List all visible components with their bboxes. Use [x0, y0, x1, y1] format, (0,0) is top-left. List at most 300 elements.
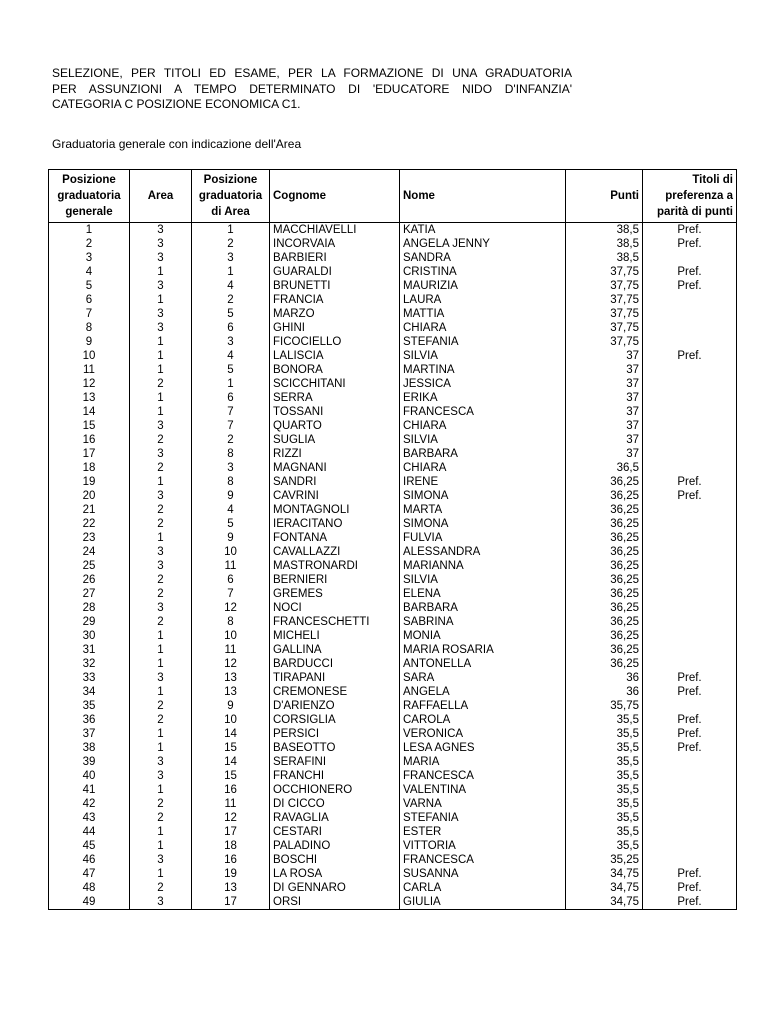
- cell-posizione-area: 1: [192, 265, 270, 279]
- cell-posizione-generale: 40: [49, 769, 130, 783]
- cell-posizione-generale: 23: [49, 531, 130, 545]
- cell-punti: 37: [566, 377, 643, 391]
- cell-titoli-preferenza: [643, 615, 737, 629]
- cell-punti: 36: [566, 671, 643, 685]
- cell-posizione-area: 15: [192, 741, 270, 755]
- cell-punti: 36,25: [566, 517, 643, 531]
- cell-titoli-preferenza: Pref.: [643, 223, 737, 238]
- cell-posizione-generale: 47: [49, 867, 130, 881]
- cell-nome: CAROLA: [400, 713, 566, 727]
- cell-cognome: FONTANA: [270, 531, 400, 545]
- cell-area: 1: [130, 741, 192, 755]
- cell-nome: VERONICA: [400, 727, 566, 741]
- table-row: [49, 573, 737, 587]
- cell-punti: 37: [566, 405, 643, 419]
- cell-titoli-preferenza: Pref.: [643, 349, 737, 363]
- cell-titoli-preferenza: Pref.: [643, 895, 737, 910]
- cell-punti: 37: [566, 391, 643, 405]
- cell-posizione-generale: 18: [49, 461, 130, 475]
- table-row: [49, 461, 737, 475]
- cell-punti: 36,25: [566, 657, 643, 671]
- cell-titoli-preferenza: [643, 335, 737, 349]
- cell-titoli-preferenza: [643, 433, 737, 447]
- cell-nome: ANGELA JENNY: [400, 237, 566, 251]
- cell-posizione-generale: 46: [49, 853, 130, 867]
- table-row: [49, 685, 737, 699]
- cell-cognome: SUGLIA: [270, 433, 400, 447]
- cell-area: 1: [130, 391, 192, 405]
- cell-titoli-preferenza: [643, 657, 737, 671]
- cell-cognome: OCCHIONERO: [270, 783, 400, 797]
- table-row: [49, 517, 737, 531]
- cell-cognome: RIZZI: [270, 447, 400, 461]
- cell-punti: 35,5: [566, 727, 643, 741]
- cell-cognome: FRANCHI: [270, 769, 400, 783]
- table-row: [49, 349, 737, 363]
- cell-nome: GIULIA: [400, 895, 566, 910]
- header-line: Titoli di: [692, 174, 733, 186]
- cell-area: 1: [130, 335, 192, 349]
- table-row: [49, 503, 737, 517]
- table-row: [49, 741, 737, 755]
- cell-titoli-preferenza: [643, 545, 737, 559]
- cell-posizione-area: 7: [192, 405, 270, 419]
- cell-titoli-preferenza: [643, 321, 737, 335]
- header-line: Posizione: [62, 174, 116, 186]
- cell-cognome: CAVRINI: [270, 489, 400, 503]
- table-row: [49, 895, 737, 910]
- cell-area: 2: [130, 461, 192, 475]
- cell-punti: 37: [566, 349, 643, 363]
- cell-cognome: TOSSANI: [270, 405, 400, 419]
- cell-nome: CHIARA: [400, 461, 566, 475]
- cell-posizione-generale: 10: [49, 349, 130, 363]
- cell-nome: CHIARA: [400, 419, 566, 433]
- cell-posizione-generale: 42: [49, 797, 130, 811]
- table-row: [49, 279, 737, 293]
- cell-nome: MARIA ROSARIA: [400, 643, 566, 657]
- table-row: [49, 615, 737, 629]
- cell-nome: SILVIA: [400, 573, 566, 587]
- cell-punti: 36,25: [566, 629, 643, 643]
- cell-titoli-preferenza: [643, 419, 737, 433]
- cell-area: 2: [130, 615, 192, 629]
- cell-punti: 34,75: [566, 881, 643, 895]
- cell-posizione-area: 12: [192, 657, 270, 671]
- cell-posizione-area: 8: [192, 475, 270, 489]
- cell-posizione-generale: 45: [49, 839, 130, 853]
- cell-cognome: MAGNANI: [270, 461, 400, 475]
- table-row: [49, 657, 737, 671]
- cell-cognome: GUARALDI: [270, 265, 400, 279]
- cell-posizione-area: 12: [192, 811, 270, 825]
- cell-posizione-area: 15: [192, 769, 270, 783]
- cell-punti: 37,75: [566, 321, 643, 335]
- cell-punti: 37: [566, 433, 643, 447]
- cell-cognome: SCICCHITANI: [270, 377, 400, 391]
- table-row: [49, 853, 737, 867]
- cell-punti: 35,75: [566, 699, 643, 713]
- cell-titoli-preferenza: [643, 643, 737, 657]
- cell-cognome: ORSI: [270, 895, 400, 910]
- cell-nome: JESSICA: [400, 377, 566, 391]
- table-row: [49, 251, 737, 265]
- cell-area: 3: [130, 419, 192, 433]
- cell-punti: 38,5: [566, 237, 643, 251]
- cell-area: 3: [130, 671, 192, 685]
- cell-punti: 36,25: [566, 587, 643, 601]
- cell-area: 3: [130, 321, 192, 335]
- cell-area: 1: [130, 475, 192, 489]
- cell-posizione-area: 8: [192, 615, 270, 629]
- cell-cognome: SANDRI: [270, 475, 400, 489]
- cell-posizione-area: 2: [192, 237, 270, 251]
- cell-cognome: MONTAGNOLI: [270, 503, 400, 517]
- cell-cognome: BASEOTTO: [270, 741, 400, 755]
- cell-posizione-area: 13: [192, 685, 270, 699]
- header-line: graduatoria: [57, 190, 121, 202]
- cell-area: 3: [130, 545, 192, 559]
- table-row: [49, 769, 737, 783]
- cell-titoli-preferenza: [643, 251, 737, 265]
- cell-titoli-preferenza: [643, 811, 737, 825]
- cell-titoli-preferenza: Pref.: [643, 265, 737, 279]
- cell-posizione-generale: 30: [49, 629, 130, 643]
- cell-punti: 34,75: [566, 895, 643, 910]
- cell-posizione-area: 10: [192, 629, 270, 643]
- cell-posizione-area: 9: [192, 699, 270, 713]
- cell-posizione-generale: 27: [49, 587, 130, 601]
- cell-posizione-generale: 28: [49, 601, 130, 615]
- table-row: [49, 783, 737, 797]
- cell-posizione-generale: 4: [49, 265, 130, 279]
- cell-titoli-preferenza: [643, 853, 737, 867]
- cell-cognome: PALADINO: [270, 839, 400, 853]
- cell-posizione-area: 1: [192, 377, 270, 391]
- table-row: [49, 727, 737, 741]
- cell-titoli-preferenza: [643, 503, 737, 517]
- cell-nome: VALENTINA: [400, 783, 566, 797]
- table-row: [49, 489, 737, 503]
- cell-nome: LAURA: [400, 293, 566, 307]
- cell-cognome: GHINI: [270, 321, 400, 335]
- header-posizione-area: [192, 170, 270, 223]
- cell-punti: 36,25: [566, 601, 643, 615]
- cell-titoli-preferenza: [643, 587, 737, 601]
- cell-posizione-area: 4: [192, 349, 270, 363]
- heading-line: PER ASSUNZIONI A TEMPO DETERMINATO DI 'EDUCATORE NIDO D'INFANZIA': [52, 81, 572, 96]
- cell-titoli-preferenza: Pref.: [643, 671, 737, 685]
- cell-titoli-preferenza: Pref.: [643, 867, 737, 881]
- cell-titoli-preferenza: [643, 307, 737, 321]
- cell-titoli-preferenza: [643, 293, 737, 307]
- ranking-table: [48, 169, 737, 910]
- cell-area: 3: [130, 447, 192, 461]
- cell-cognome: MASTRONARDI: [270, 559, 400, 573]
- cell-nome: MAURIZIA: [400, 279, 566, 293]
- cell-nome: FULVIA: [400, 531, 566, 545]
- cell-punti: 35,5: [566, 755, 643, 769]
- cell-posizione-area: 4: [192, 279, 270, 293]
- cell-cognome: D'ARIENZO: [270, 699, 400, 713]
- cell-nome: VITTORIA: [400, 839, 566, 853]
- cell-titoli-preferenza: Pref.: [643, 713, 737, 727]
- cell-nome: CRISTINA: [400, 265, 566, 279]
- cell-area: 3: [130, 853, 192, 867]
- cell-cognome: BERNIERI: [270, 573, 400, 587]
- cell-nome: ALESSANDRA: [400, 545, 566, 559]
- heading-line: CATEGORIA C POSIZIONE ECONOMICA C1.: [52, 97, 301, 111]
- cell-area: 2: [130, 377, 192, 391]
- table-row: [49, 405, 737, 419]
- cell-posizione-area: 5: [192, 517, 270, 531]
- cell-nome: FRANCESCA: [400, 769, 566, 783]
- cell-punti: 36,25: [566, 615, 643, 629]
- cell-area: 3: [130, 237, 192, 251]
- header-cognome: Cognome: [270, 170, 400, 223]
- cell-area: 1: [130, 293, 192, 307]
- cell-nome: SILVIA: [400, 349, 566, 363]
- cell-punti: 35,5: [566, 839, 643, 853]
- cell-nome: BARBARA: [400, 601, 566, 615]
- cell-posizione-generale: 43: [49, 811, 130, 825]
- cell-nome: CARLA: [400, 881, 566, 895]
- cell-titoli-preferenza: [643, 517, 737, 531]
- table-row: [49, 867, 737, 881]
- cell-posizione-area: 19: [192, 867, 270, 881]
- table-row: [49, 839, 737, 853]
- cell-posizione-area: 12: [192, 601, 270, 615]
- table-row: [49, 587, 737, 601]
- cell-punti: 35,5: [566, 797, 643, 811]
- cell-posizione-generale: 19: [49, 475, 130, 489]
- cell-cognome: BARBIERI: [270, 251, 400, 265]
- cell-posizione-generale: 35: [49, 699, 130, 713]
- cell-posizione-generale: 20: [49, 489, 130, 503]
- cell-cognome: BRUNETTI: [270, 279, 400, 293]
- cell-punti: 37,75: [566, 293, 643, 307]
- header-line: generale: [65, 206, 113, 218]
- cell-titoli-preferenza: [643, 405, 737, 419]
- table-row: [49, 601, 737, 615]
- cell-posizione-area: 13: [192, 671, 270, 685]
- cell-nome: VARNA: [400, 797, 566, 811]
- table-row: [49, 545, 737, 559]
- cell-posizione-generale: 26: [49, 573, 130, 587]
- cell-posizione-area: 17: [192, 825, 270, 839]
- table-row: [49, 699, 737, 713]
- cell-nome: FRANCESCA: [400, 405, 566, 419]
- cell-posizione-area: 7: [192, 419, 270, 433]
- cell-cognome: BOSCHI: [270, 853, 400, 867]
- cell-cognome: BONORA: [270, 363, 400, 377]
- cell-punti: 34,75: [566, 867, 643, 881]
- table-header-row: [49, 170, 737, 223]
- cell-cognome: GALLINA: [270, 643, 400, 657]
- header-line: graduatoria: [198, 190, 263, 202]
- cell-posizione-area: 3: [192, 251, 270, 265]
- cell-cognome: RAVAGLIA: [270, 811, 400, 825]
- cell-punti: 37,75: [566, 307, 643, 321]
- cell-posizione-area: 5: [192, 363, 270, 377]
- cell-titoli-preferenza: Pref.: [643, 727, 737, 741]
- cell-nome: STEFANIA: [400, 811, 566, 825]
- cell-posizione-area: 9: [192, 531, 270, 545]
- cell-area: 2: [130, 573, 192, 587]
- cell-area: 3: [130, 895, 192, 910]
- cell-punti: 37: [566, 419, 643, 433]
- cell-cognome: QUARTO: [270, 419, 400, 433]
- cell-area: 3: [130, 279, 192, 293]
- cell-posizione-generale: 1: [49, 223, 130, 238]
- cell-nome: STEFANIA: [400, 335, 566, 349]
- cell-cognome: PERSICI: [270, 727, 400, 741]
- header-nome: Nome: [400, 170, 566, 223]
- cell-nome: ELENA: [400, 587, 566, 601]
- cell-titoli-preferenza: Pref.: [643, 881, 737, 895]
- cell-titoli-preferenza: [643, 363, 737, 377]
- table-row: [49, 475, 737, 489]
- cell-cognome: FICOCIELLO: [270, 335, 400, 349]
- cell-posizione-area: 5: [192, 307, 270, 321]
- cell-area: 1: [130, 867, 192, 881]
- cell-cognome: CAVALLAZZI: [270, 545, 400, 559]
- cell-nome: MONIA: [400, 629, 566, 643]
- cell-nome: FRANCESCA: [400, 853, 566, 867]
- cell-posizione-generale: 41: [49, 783, 130, 797]
- cell-posizione-area: 1: [192, 223, 270, 238]
- cell-area: 1: [130, 629, 192, 643]
- cell-posizione-generale: 5: [49, 279, 130, 293]
- cell-nome: RAFFAELLA: [400, 699, 566, 713]
- cell-cognome: TIRAPANI: [270, 671, 400, 685]
- header-line: preferenza a: [665, 190, 733, 202]
- cell-area: 1: [130, 349, 192, 363]
- cell-area: 2: [130, 587, 192, 601]
- cell-cognome: MACCHIAVELLI: [270, 223, 400, 238]
- cell-punti: 36,25: [566, 559, 643, 573]
- cell-posizione-area: 2: [192, 293, 270, 307]
- cell-posizione-generale: 31: [49, 643, 130, 657]
- table-row: [49, 671, 737, 685]
- cell-nome: SANDRA: [400, 251, 566, 265]
- cell-area: 1: [130, 405, 192, 419]
- cell-posizione-area: 9: [192, 489, 270, 503]
- cell-area: 3: [130, 755, 192, 769]
- cell-titoli-preferenza: [643, 447, 737, 461]
- cell-cognome: CORSIGLIA: [270, 713, 400, 727]
- cell-area: 3: [130, 559, 192, 573]
- cell-area: 1: [130, 363, 192, 377]
- header-line: di Area: [211, 206, 250, 218]
- cell-nome: IRENE: [400, 475, 566, 489]
- cell-cognome: INCORVAIA: [270, 237, 400, 251]
- cell-cognome: SERAFINI: [270, 755, 400, 769]
- table-row: [49, 391, 737, 405]
- cell-area: 1: [130, 825, 192, 839]
- cell-titoli-preferenza: [643, 699, 737, 713]
- cell-titoli-preferenza: [643, 769, 737, 783]
- cell-titoli-preferenza: [643, 573, 737, 587]
- cell-cognome: FRANCESCHETTI: [270, 615, 400, 629]
- cell-nome: SIMONA: [400, 517, 566, 531]
- cell-titoli-preferenza: [643, 391, 737, 405]
- cell-posizione-area: 11: [192, 559, 270, 573]
- table-row: [49, 713, 737, 727]
- table-row: [49, 629, 737, 643]
- cell-punti: 35,5: [566, 825, 643, 839]
- cell-nome: BARBARA: [400, 447, 566, 461]
- cell-punti: 35,5: [566, 769, 643, 783]
- table-row: [49, 363, 737, 377]
- cell-area: 1: [130, 685, 192, 699]
- cell-punti: 36,25: [566, 573, 643, 587]
- cell-punti: 37: [566, 363, 643, 377]
- header-line: parità di punti: [656, 206, 733, 218]
- cell-cognome: DI CICCO: [270, 797, 400, 811]
- cell-posizione-area: 3: [192, 461, 270, 475]
- cell-nome: MARTINA: [400, 363, 566, 377]
- cell-punti: 36: [566, 685, 643, 699]
- cell-titoli-preferenza: [643, 377, 737, 391]
- cell-titoli-preferenza: [643, 839, 737, 853]
- cell-nome: ANTONELLA: [400, 657, 566, 671]
- header-punti: Punti: [566, 170, 643, 223]
- heading-line: SELEZIONE, PER TITOLI ED ESAME, PER LA FORMAZIONE DI UNA GRADUATORIA: [52, 66, 572, 80]
- cell-area: 2: [130, 503, 192, 517]
- cell-titoli-preferenza: Pref.: [643, 475, 737, 489]
- cell-area: 3: [130, 251, 192, 265]
- cell-nome: SARA: [400, 671, 566, 685]
- table-row: [49, 881, 737, 895]
- table-subtitle: Graduatoria generale con indicazione dell'Area: [52, 137, 302, 151]
- cell-cognome: DI GENNARO: [270, 881, 400, 895]
- cell-area: 2: [130, 699, 192, 713]
- cell-posizione-area: 18: [192, 839, 270, 853]
- table-row: [49, 321, 737, 335]
- cell-punti: 35,5: [566, 713, 643, 727]
- cell-posizione-generale: 34: [49, 685, 130, 699]
- cell-nome: ESTER: [400, 825, 566, 839]
- cell-titoli-preferenza: [643, 783, 737, 797]
- table-row: [49, 811, 737, 825]
- table-body: [49, 223, 737, 910]
- cell-posizione-generale: 6: [49, 293, 130, 307]
- cell-punti: 37,75: [566, 279, 643, 293]
- cell-nome: SILVIA: [400, 433, 566, 447]
- cell-area: 3: [130, 601, 192, 615]
- cell-nome: MATTIA: [400, 307, 566, 321]
- cell-posizione-area: 14: [192, 755, 270, 769]
- cell-titoli-preferenza: [643, 797, 737, 811]
- cell-punti: 36,25: [566, 475, 643, 489]
- cell-area: 2: [130, 881, 192, 895]
- cell-titoli-preferenza: Pref.: [643, 489, 737, 503]
- cell-area: 2: [130, 713, 192, 727]
- cell-nome: LESA AGNES: [400, 741, 566, 755]
- cell-area: 1: [130, 783, 192, 797]
- cell-area: 2: [130, 433, 192, 447]
- cell-titoli-preferenza: [643, 559, 737, 573]
- cell-area: 3: [130, 769, 192, 783]
- cell-posizione-area: 6: [192, 573, 270, 587]
- cell-titoli-preferenza: [643, 531, 737, 545]
- cell-area: 1: [130, 643, 192, 657]
- cell-posizione-area: 8: [192, 447, 270, 461]
- cell-area: 1: [130, 839, 192, 853]
- cell-posizione-generale: 29: [49, 615, 130, 629]
- table-row: [49, 447, 737, 461]
